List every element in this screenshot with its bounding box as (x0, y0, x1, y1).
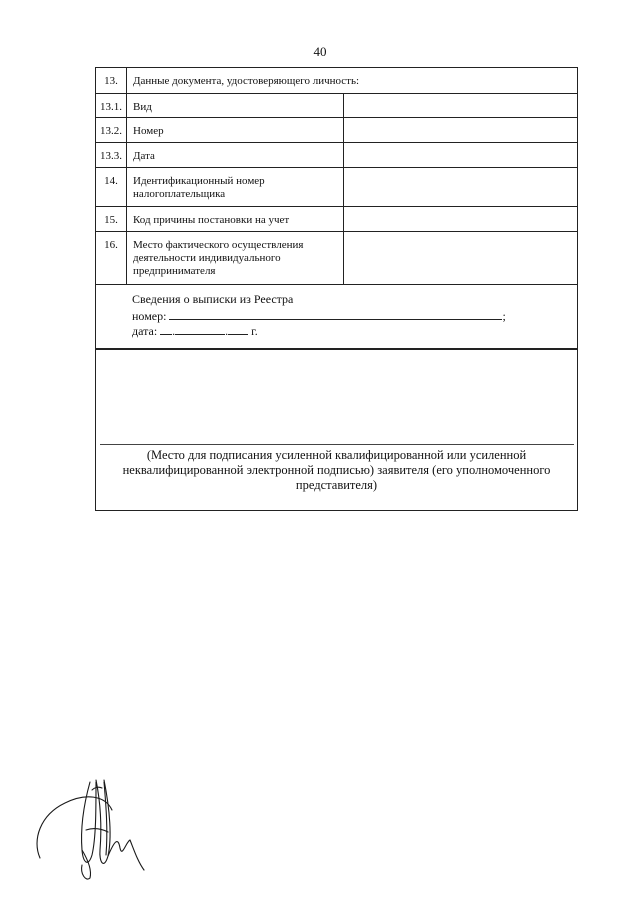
table-row (96, 232, 577, 285)
registry-extract-section (96, 285, 577, 350)
kpp-value[interactable] (344, 207, 577, 231)
row-label: Место фактического осуществления деятельности индивидуального предпринимателя (127, 232, 344, 284)
registry-date-line (132, 323, 258, 339)
registry-date-label: дата: (132, 324, 158, 338)
table-row (96, 207, 577, 232)
signature-area[interactable] (96, 351, 577, 443)
registry-number-end: ; (502, 309, 506, 323)
registry-date-day-field[interactable] (160, 323, 172, 335)
row-label: Номер (127, 118, 344, 142)
table-row (96, 168, 577, 207)
row-number: 16. (96, 232, 127, 284)
row-label: Дата (127, 143, 344, 167)
table-row (96, 94, 577, 118)
row-number: 13.2. (96, 118, 127, 142)
signature-strokes (37, 780, 144, 879)
registry-number-label: номер: (132, 309, 167, 323)
business-location-value[interactable] (344, 232, 577, 284)
row-number: 14. (96, 168, 127, 206)
document-date-value[interactable] (344, 143, 577, 167)
inn-value[interactable] (344, 168, 577, 206)
registry-date-month-field[interactable] (175, 323, 225, 335)
page-number: 40 (313, 44, 327, 59)
registry-number-field[interactable] (169, 308, 502, 320)
row-label: Данные документа, удостоверяющего личность: (133, 75, 360, 87)
date-separator: . (172, 324, 176, 338)
row-label: Идентификационный номер налогоплательщика (127, 168, 344, 206)
row-number: 13.1. (96, 94, 127, 117)
table-row (96, 68, 577, 94)
signature-divider (100, 444, 574, 445)
row-number: 13.3. (96, 143, 127, 167)
row-number: 15. (96, 207, 127, 231)
handwritten-signature-icon (30, 770, 150, 885)
table-row (96, 143, 577, 168)
document-number-value[interactable] (344, 118, 577, 142)
form-table (95, 67, 578, 511)
row-label: Вид (127, 94, 344, 117)
registry-number-line (132, 308, 532, 324)
registry-date-suffix: г. (251, 324, 258, 338)
table-row (96, 118, 577, 143)
row-label: Код причины постановки на учет (127, 207, 344, 231)
document-type-value[interactable] (344, 94, 577, 117)
registry-title: Сведения о выписки из Реестра (132, 292, 294, 306)
row-number: 13. (96, 68, 127, 93)
registry-date-year-field[interactable] (228, 323, 248, 335)
signature-caption: (Место для подписания усиленной квалифицированной или усиленной неквалифицированной электронной подписью) заявителя (его уполномоченного представителя) (122, 448, 551, 492)
date-separator: . (225, 324, 229, 338)
